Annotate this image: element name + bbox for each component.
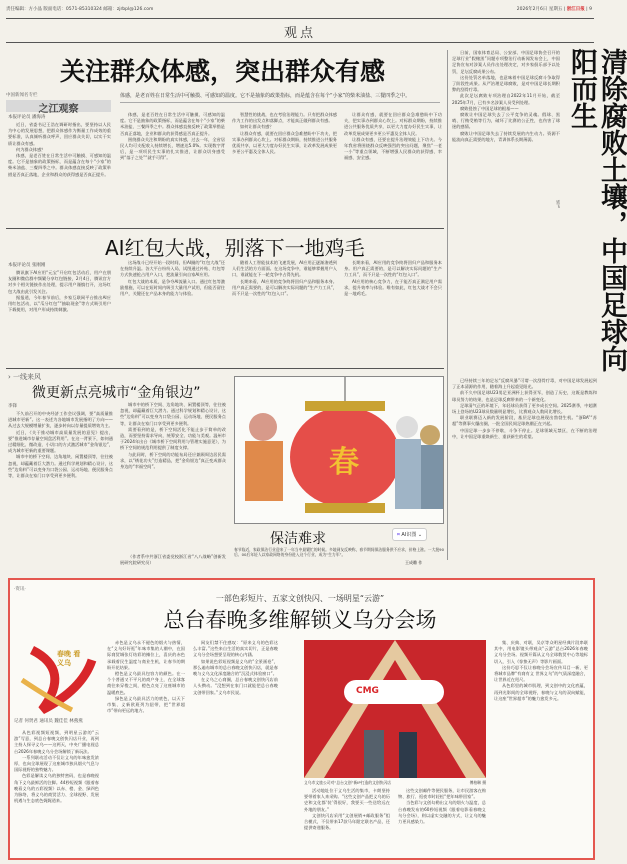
headline-article1: 关注群众体感，突出群众有感 — [60, 57, 386, 86]
article2-col1: 腾讯旗下AI应用“元宝”开启红包活动后，用户在朋友圈和微信群中频繁分享红包链接，2月4日，腾讯官方对多个相关链接作出处理，提示用户谨慎打开，这场红包大战由此引发关注。 据报道，今年春节前后，多家互联网平台推出AI应用红包活动，以“瓜分红包”“抽取现金”等方式吸引用户下载使用，对用户形成持续刺激。 — [8, 270, 111, 313]
article1-col2: 体感，是老百姓在日常生活中可触摸、可感知的温度。它不是抽象的政策指标，而是蕴含在每个“小家”的柴米油盐、三餐四季之中。群众体感直接反映了政策举措是否真正落地，企业和群众的获得感是否真正提升。 围绕群众关注和期盼的真实体感，过去一年，全省居民人均可支配收入持续增长，增速达5.0%。实现数字背后，是一项项民生实事的扎实推进，让群众切身感受到“落子之处”“就手可得”。 — [120, 112, 225, 161]
feature-col2: 赤色是义乌永不褪色的烟火与热情，在“义乌好好逛”年味市集的人潮中，在国际商贸城张灯结彩的摊位上，喜庆的赤色承载着民生温度与商业生机，让春节的期盼开花结果。 橙色是义乌最具包容力的颜色。在一个个普通又不平凡的商户身上，在全球客商往来穿梭之间，橙色点亮了这座城市的温暖底色。 绿色是义乌最具活力的底色，以天下市集、义新欧班列为纽带，把“世界超市”带向更远的地方。 — [107, 640, 185, 714]
column-name: 之江观察 — [6, 100, 111, 112]
article2-col3: 随着人工智能技术的飞速发展，AI应用正逐渐渗透到人们生活的方方面面。在这场竞争中，谁能够掌握用户入口，谁就能在下一轮竞争中占得先机。 长期来看，AI应用的竞争终将回归产品和服务本身。用户真正需要的，是可以解决实际问题的“生产力工具”，而不只是一次性的“红包入口”。 — [232, 260, 337, 297]
headline-article3: 微更新点亮城市“金角银边” — [32, 385, 201, 401]
feature-col4: 活动地址位于义乌生活的集市，卡朗坚持要带着家人来采购。“这些文创产品把义乌的历史和文化都‘装’得很好，我要买一些送给远在外地的朋友。” 文创快闪店采用“文创展销+邮政服务”组合模式，不仅带来17款马年限定联名产品，还提供寄递服务。 — [304, 788, 390, 831]
section-title: 观点 — [283, 26, 316, 41]
ai-recognize-button[interactable]: ⌗ AI识图 ⌄ — [392, 528, 427, 541]
byline: 梁飞 — [556, 200, 561, 208]
issue-date: 2026年2月6日 星期五 — [516, 7, 563, 12]
ai-scan-icon: ⌗ — [397, 532, 400, 538]
feature-col1: 从色彩视频短视频，到明星云游的“云游”写意，到总台春晚文创快闪店开业，再到主持人探寻义乌——这两天，中央广播电视总台2026年春晚义乌分会场解锁了新玩法。 一系列联动活动不仅让义乌的年味愈发浓厚，也向全球展现了这座城市独具烟火气息与国际视野的独特魅力。 色彩是解读义乌的独特密码，也是春晚视角下义乌最鲜活的注脚。44秒短视频《跟着春晚看义乌的五彩视频》以赤、橙、金、绿四色为脉络，将义乌的商贸活力、全球视野、发展机遇与生态底色娓娓道来。 — [14, 730, 99, 804]
kicker: ·资讯· — [14, 587, 26, 592]
article1-col4: 让群众有感，就要在回应群众急难愁盼中下功夫，把实事办到群众心坎上。对标群众期盼，持续推进公共服务优质共享，以更大力度办好民生实事，让改革发展成果更多更公平惠及全体人民。 让群众有感，还要在提升治理效能上下功夫。今年我省将围绕群众反映强烈的突出问题，聚焦“一老一小”等重点领域，不断增强人民群众的获得感、幸福感、安全感。 — [344, 112, 442, 161]
divider — [6, 18, 594, 19]
masthead-right: 2026年2月6日 星期五 | 浙江日报 | 9 — [516, 7, 592, 12]
lantern-character: 春 — [329, 445, 359, 480]
side-article-body-cont: 已经持续三年的足坛“反腐风暴”可谓一次刮骨疗毒，对中国足球发展起到了正本清源的作用，随着海上升起重见阳光。 前不久中国足球U23男足亚洲杯上获得亚军，创造了历史，这既是教练和球员努力的结果，也是足球反腐带来的一个新变化。 足球清气正的环境下，年轻球员获得了更多成长空间。2025赛季，中超赛场上登场的U23球员数量明显增长，比赛观众人数同比增长。 职业联赛迈入新的发展阶段，基层足球也展现出勃勃生机。“浙BA”“苏超”等赛事火爆出圈，一批全国民间足球热潮正在兴起。 中国足球一步步不停歇，斗争不停止。足球领域无禁区，在不断的治理中，让中国足球重焕新生、重获新生的希望。 — [452, 378, 597, 439]
divider — [6, 42, 594, 43]
feature-col6: 集、庆典、对联，吴京等众明星经典片段串联其中，用电影镜头带观众“云游”总台2026年春晚义乌分会场。视频开篇从义乌全球数贸中心等地标切入，引入《惊蛰无声》等影片画面。 这份巧思不仅让春晚分会场宣传耳目一新，更将城市品牌“有商有义 世界义乌”的气质深度融合，让世界近在咫尺。 从色彩里的城市肌理，到文创中的文化底蕴，再到光影间的全球视野，春晚与义乌的双向赋能，让这座“世界超市”的魅力愈发多元。 — [494, 640, 588, 701]
photo-caption: 义乌市文旅公司对“总台文创”新IP打造的文创快闪店 傅柏琳 摄 — [304, 780, 486, 785]
article3-col1: 不久前召开的中央经济工作会议强调，要“高质量推进城市更新”。这一表述为各地城市发展指明了方向——从过去大规模增量扩张，逐步转向以存量提质增效为主。 近日，《关于推动城市高质量发展的意见》提出，要“推进城市存量空间盘活利用”。在这一背景下，如何通过精细化、微改造、小切口的方式激活城市“金角银边”，成为城市更新的重要课题。 城市中的桥下空间、边角地块、闲置楼顶等，往往被忽视，却蕴藏着巨大潜力。通过科学规划和精心设计，这些“边角料”可以变身为口袋公园、运动场地、便民服务点等，让群众在家门口享受到更多便利。 — [8, 411, 113, 479]
chevron-down-icon: ⌄ — [417, 532, 423, 538]
divider — [447, 50, 448, 560]
cartoon-caption: 春节临近，家政保洁行业迎来了一年当中最繁忙的时候。多地网友反映称，春节期间保洁服务供不应求，价格上涨。一大批90后、00后年轻人以家政网络的身份进入这个行业，成为“生力军”。 — [234, 547, 444, 557]
side-article-body: 日前，国家体育总局、公安部、中国足球协会召开的足球行业“假赌黑”问题专项整治行动新闻发布会上，中国足协宣布对涉案人员作出处理决定，对多家俱乐部予以处罚，足坛反腐成果公布。 这份处罚名单落地，也意味着中国足球反腐斗争取得了阶段性成果。从严治理足球腐败，是对中国足球长期积弊的刮骨疗毒。 此次足坛腐败专项治理自2022年11月开始，截至2025年7月，已有多名涉案人员受到处理。 腐败侵蚀了中国足球的根基—— 腐败让中国足球失去了公平竞争的灵魂。假球、黑哨、行贿受贿等行为，破坏了比赛的公正性，也伤害了球迷的感情。 腐败让中国足球失去了持续发展的内生动力。资源不能流向真正需要的地方，青训体系长期薄弱。 — [452, 50, 560, 142]
article1-col3: 智慧性的挑战，也在考验治理能力。只有把群众体感作为工作的出发点和落脚点，才能真正做到群众有感。 如何让群众有感？ 让群众有感，就要在回应群众急难愁盼中下功夫，把实事办到群众心坎上。对标群众期盼，持续推进公共服务优质共享，以更大力度办好民生实事，让改革发展成果更多更公平惠及全体人民。 — [232, 112, 337, 155]
headline-feature: 总台春晚多维解锁义乌分会场 — [163, 608, 437, 632]
divider — [6, 228, 444, 229]
cartoon-author: 王成雕 作 — [405, 560, 423, 565]
article2-col2: 这场战斗已经开始一段时间，但AI圈的“红包大战”还在持续升温。各大平台纷纷入局，试图通过补贴、红包等方式快速抢占用户入口，把流量引向自家AI应用。 红包大战的本质，是争夺AI流量入口。通过红包等激励措施，可以在短时间内吸引大量用户试用，但能否留住用户，关键还在产品本身的能力与体验。 — [120, 260, 225, 297]
article1-col1: 近日，省委书记王浩在调研时指出，要坚持以人民为中心的发展思想，把群众体感作为衡量工作成效的重要标准，认真倾听群众呼声，回应群众关切，以实干实绩让群众有感。 何为群众体感？ 体感，是老百姓在日常生活中可触摸、可感知的温度。它不是抽象的政策指标，而是蕴含在每个“小家”的柴米油盐、三餐四季之中。群众体感直接反映了政策举措是否真正落地，企业和群众的获得感是否真正提升。 — [8, 122, 111, 177]
article2-col4: 长期来看，AI应用的竞争终将回归产品和服务本身。用户真正需要的，是可以解决实际问题的“生产力工具”，而不只是一次性的“红包入口”。 AI应用的核心竞争力，在于能否真正满足用户需求，提升效率与体验。唯有如此，红包大战才不会只是一地鸡毛。 — [344, 260, 442, 297]
column-tag: 中国新闻名专栏 — [6, 93, 38, 98]
feature-col5: 这些文创邮件等便民服务，让市民游客在购物、旅行、逛夜市时轻松“把年味带回家”。 当色彩与文创勾勒出义乌的烟火与温度，总台春晚发布的60秒短视频《跟着电影看春晚义乌分会场》，则以虚实交融的方式，让义乌的魅力更具感染力。 — [398, 788, 486, 825]
paper-logo: 浙江日报 — [566, 7, 585, 12]
cartoon-title: 保洁难求 — [270, 531, 326, 547]
decorative-graphic — [12, 640, 100, 715]
article3-col2: 城市中的桥下空间、边角地块、闲置楼顶等，往往被忽视，却蕴藏着巨大潜力。通过科学规划和精心设计，这些“边角料”可以变身为口袋公园、运动场地、便民服务点等，让群众在家门口享受到更多便利。 需要看到的是，桥下空间活化不能止步于简单的改造，而要坚持需求导向，统筹安全、功能与美观。温州市于2024年出台《城市桥下空间利用与管理实施意见》，为桥下空间的规范利用提供了制度支撑。 与此同时，桥下空间的功能布局还应兼顾周边居民需求，以“绣花功夫”打造精品，把“金角银边”真正变成群众身边的“幸福空间”。 — [120, 402, 226, 470]
byline: 本报评论员 潘海涛 — [8, 115, 46, 120]
byline: 本报评论员 张刚刚 — [8, 263, 46, 268]
kicker: › 一线来风 — [8, 373, 42, 381]
byline: 记者 何贤君 通讯员 魏佳佳 林燕燕 — [14, 719, 83, 724]
article1-lead: 体感，是老百姓在日常生活中可触摸、可感知的温度。它不是抽象的政策指标，而是蕴含在每个“小家”的柴米油盐、三餐四季之中。 — [120, 93, 440, 103]
deco-text: 春晚 看义乌 — [57, 650, 81, 667]
feature-photo — [304, 640, 486, 778]
page-number: 9 — [589, 7, 592, 12]
author-note: （作者系中共浙江省委党校浙江省“八八战略”创新发展研究院研究员） — [120, 554, 226, 566]
cmg-sign: CMG — [356, 686, 379, 696]
column-label — [6, 92, 111, 115]
feature-col3: 网友们禁不住感叹：“原来义乌的色彩这么丰富。”这些来自生活的真实切片，正是春晚义乌分会场想要呈现的核心内涵。 如果说色彩短视频是义乌的“全景画卷”，那么遍布城市的总台春晚文创快闪店，就是春晚与义乌文化深度融合的“沉浸式体验窗口”。 在义乌之心商圈，总台春晚文创快闪店前人头攒动。“没想到在家门口就能把总台春晚文创带回家。”义乌市民说。 — [193, 640, 278, 695]
editor-info: 责任编辑：方小晶 版面电话：0571-85310324 邮箱：zjrbpl@126.com — [6, 7, 154, 12]
feature-subtitle: 一部色彩短片、五家文创快闪、一场明星“云游” — [215, 594, 385, 603]
byline: 李锋 — [8, 404, 17, 409]
divider — [6, 368, 444, 369]
side-article-title: 清除腐败土壤，中国足球向阳而生 — [566, 48, 627, 372]
headline-article2: AI红包大战，别落下一地鸡毛 — [105, 236, 365, 260]
cartoon-image — [234, 376, 444, 524]
